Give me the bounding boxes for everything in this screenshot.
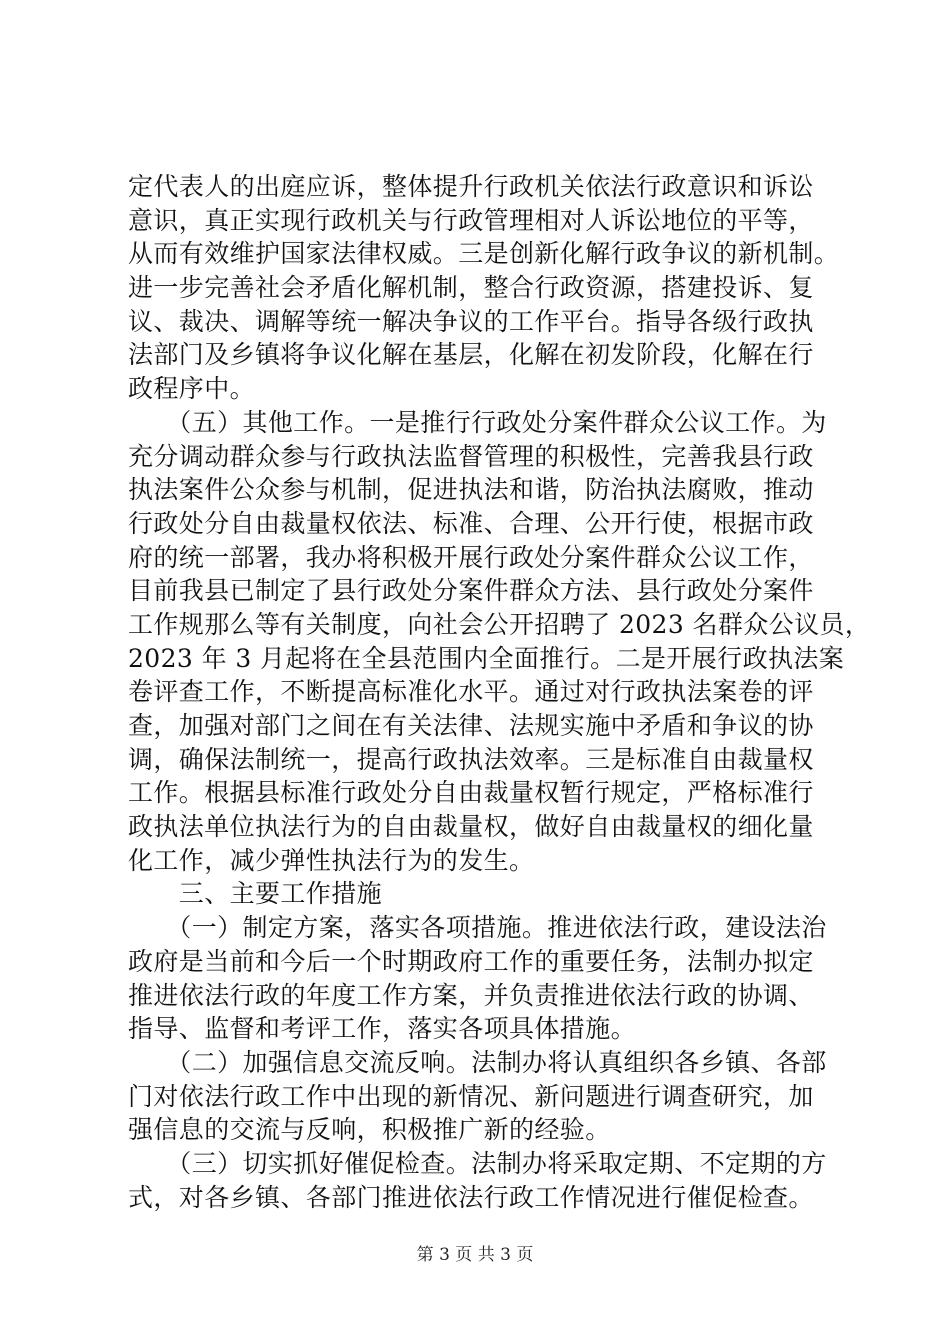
text-line: 府的统一部署，我办将积极开展行政处分案件群众公议工作， [128, 542, 814, 572]
text-line: 目前我县已制定了县行政处分案件群众方法、县行政处分案件 [128, 576, 814, 606]
text-line: 法部门及乡镇将争议化解在基层，化解在初发阶段，化解在行 [128, 340, 814, 370]
text-line: 政程序中。 [128, 374, 256, 404]
text-line: （二）加强信息交流反响。法制办将认真组织各乡镇、各部 [128, 1047, 827, 1077]
text-line: 强信息的交流与反响，积极推广新的经验。 [128, 1115, 611, 1145]
text-line: 化工作，减少弹性执法行为的发生。 [128, 845, 535, 875]
text-line: 政府是当前和今后一个时期政府工作的重要任务，法制办拟定 [128, 946, 814, 976]
text-line: （三）切实抓好催促检查。法制办将采取定期、不定期的方 [128, 1148, 827, 1178]
text-line: 查，加强对部门之间在有关法律、法规实施中矛盾和争议的协 [128, 711, 814, 740]
text-line: 行政处分自由裁量权依法、标准、合理、公开行使，根据市政 [128, 508, 814, 538]
text-line: （一）制定方案，落实各项措施。推进依法行政，建设法治 [128, 913, 827, 943]
text-line: 充分调动群众参与行政执法监督管理的积极性，完善我县行政 [128, 441, 814, 471]
text-line: 议、裁决、调解等统一解决争议的工作平台。指导各级行政执 [128, 306, 814, 336]
text-line: 进一步完善社会矛盾化解机制，整合行政资源，搭建投诉、复 [128, 273, 814, 303]
text-line: 工作。根据县标准行政处分自由裁量权暂行规定，严格标准行 [128, 778, 814, 808]
text-line: 门对依法行政工作中出现的新情况、新问题进行调查研究，加 [128, 1081, 814, 1111]
section-heading: 三、主要工作措施 [128, 879, 383, 909]
page-footer: 第 3 页 共 3 页 [416, 1245, 534, 1265]
text-line: 推进依法行政的年度工作方案，并负责推进依法行政的协调、 [128, 980, 814, 1010]
text-line: 定代表人的出庭应诉，整体提升行政机关依法行政意识和诉讼 [128, 172, 814, 201]
text-line: 政执法单位执法行为的自由裁量权，做好自由裁量权的细化量 [128, 812, 814, 842]
text-line: 指导、监督和考评工作，落实各项具体措施。 [128, 1014, 637, 1044]
text-line: 从而有效维护国家法律权威。三是创新化解行政争议的新机制。 [128, 239, 840, 269]
text-line: 调，确保法制统一，提高行政执法效率。三是标准自由裁量权 [128, 744, 814, 774]
text-line: 工作规那么等有关制度，向社会公开招聘了 2023 名群众公议员， [128, 609, 871, 639]
text-line: 执法案件公众参与机制，促进执法和谐，防治执法腐败，推动 [128, 475, 814, 505]
text-line: 意识，真正实现行政机关与行政管理相对人诉讼地位的平等， [128, 205, 814, 235]
text-line: 卷评查工作，不断提高标准化水平。通过对行政执法案卷的评 [128, 677, 814, 707]
document-body [128, 170, 871, 1214]
text-line: 2023 年 3 月起将在全县范围内全面推行。二是开展行政执法案 [128, 643, 845, 673]
text-line: （五）其他工作。一是推行行政处分案件群众公议工作。为 [128, 407, 827, 437]
text-line: 式，对各乡镇、各部门推进依法行政工作情况进行催促检查。 [128, 1182, 814, 1212]
